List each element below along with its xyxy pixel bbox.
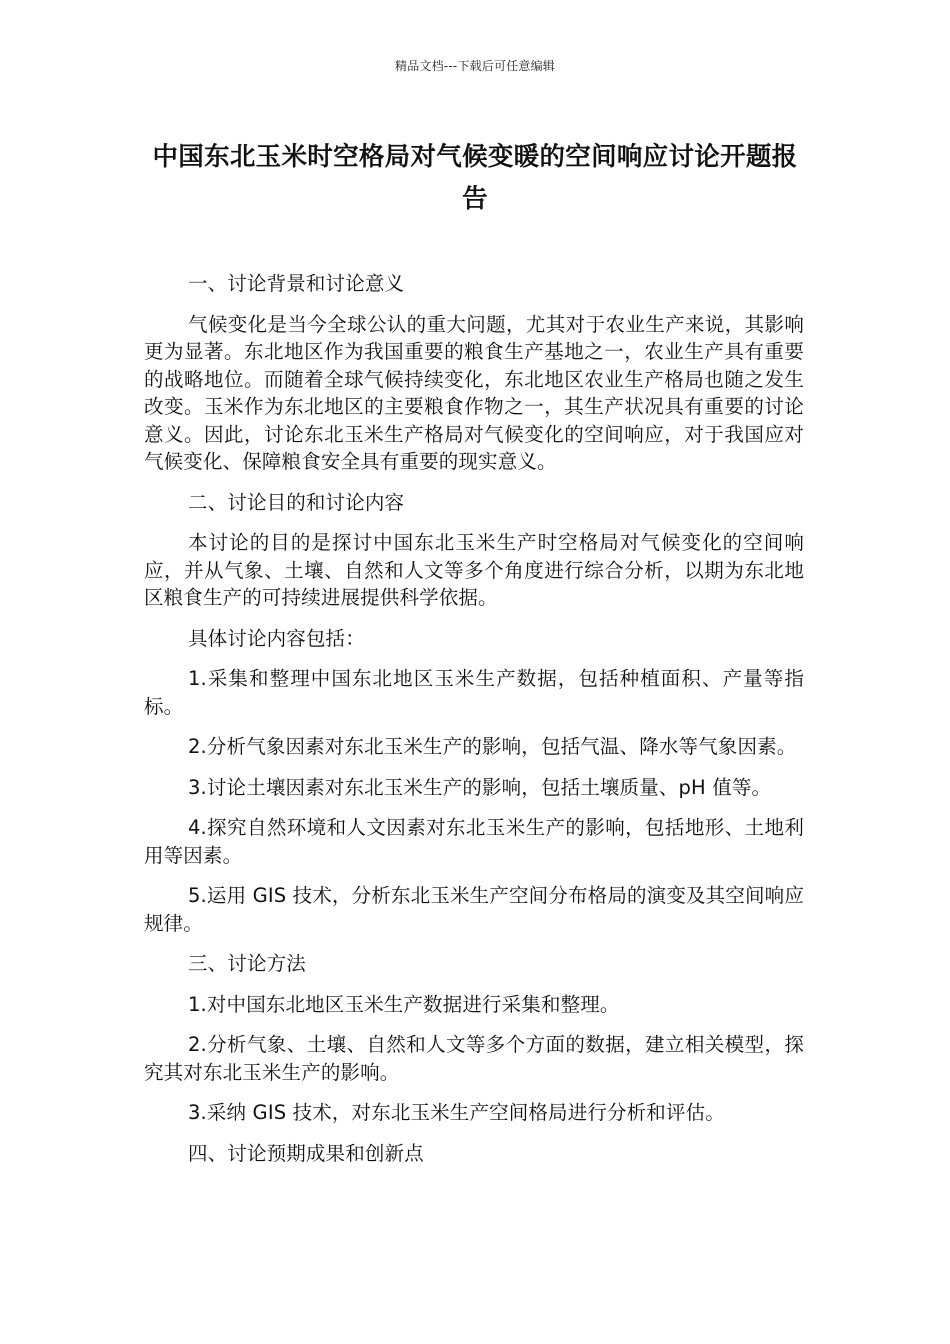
- paragraph: 具体讨论内容包括：: [188, 626, 365, 650]
- paragraph: 2.分析气象因素对东北玉米生产的影响，包括气温、降水等气象因素。: [188, 735, 797, 758]
- paragraph: 本讨论的目的是探讨中国东北玉米生产时空格局对气候变化的空间响应，并从气象、土壤、自然和人文等多个角度进行综合分析，以期为东北地区粮食生产的可持续进展提供科学依据。: [144, 531, 804, 609]
- section-heading: 二、讨论目的和讨论内容: [188, 490, 405, 514]
- paragraph: 3.讨论土壤因素对东北玉米生产的影响，包括土壤质量、pH 值等。: [188, 775, 772, 799]
- section-heading: 四、讨论预期成果和创新点: [188, 1141, 424, 1165]
- paragraph: 4.探究自然环境和人文因素对东北玉米生产的影响，包括地形、土地利用等因素。: [144, 816, 804, 867]
- section-heading: 三、讨论方法: [188, 952, 306, 975]
- paragraph: 1.对中国东北地区玉米生产数据进行采集和整理。: [188, 992, 620, 1016]
- paragraph: 5.运用 GIS 技术，分析东北玉米生产空间分布格局的演变及其空间响应规律。: [144, 884, 804, 935]
- document-title: 中国东北玉米时空格局对气候变暖的空间响应讨论开题报告: [152, 142, 798, 214]
- section-heading: 一、讨论背景和讨论意义: [188, 272, 405, 295]
- document-body: [144, 270, 804, 1180]
- paragraph: 1.采集和整理中国东北地区玉米生产数据，包括种植面积、产量等指标。: [144, 667, 804, 718]
- paragraph: 2.分析气象、土壤、自然和人文等多个方面的数据，建立相关模型，探究其对东北玉米生产的影响。: [144, 1033, 804, 1084]
- paragraph: 气候变化是当今全球公认的重大问题，尤其对于农业生产来说，其影响更为显著。东北地区作为我国重要的粮食生产基地之一，农业生产具有重要的战略地位。而随着全球气候持续变化，东北地区农业生产格局也随之发生改变。玉米作为东北地区的主要粮食作物之一，其生产状况具有重要的讨论意义。因此，讨论东北玉米生产格局对气候变化的空间响应，对于我国应对气候变化、保障粮食安全具有重要的现实意义。: [144, 312, 804, 473]
- header-note: 精品文档---下载后可任意编辑: [395, 59, 555, 73]
- paragraph: 3.采纳 GIS 技术，对东北玉米生产空间格局进行分析和评估。: [188, 1101, 725, 1124]
